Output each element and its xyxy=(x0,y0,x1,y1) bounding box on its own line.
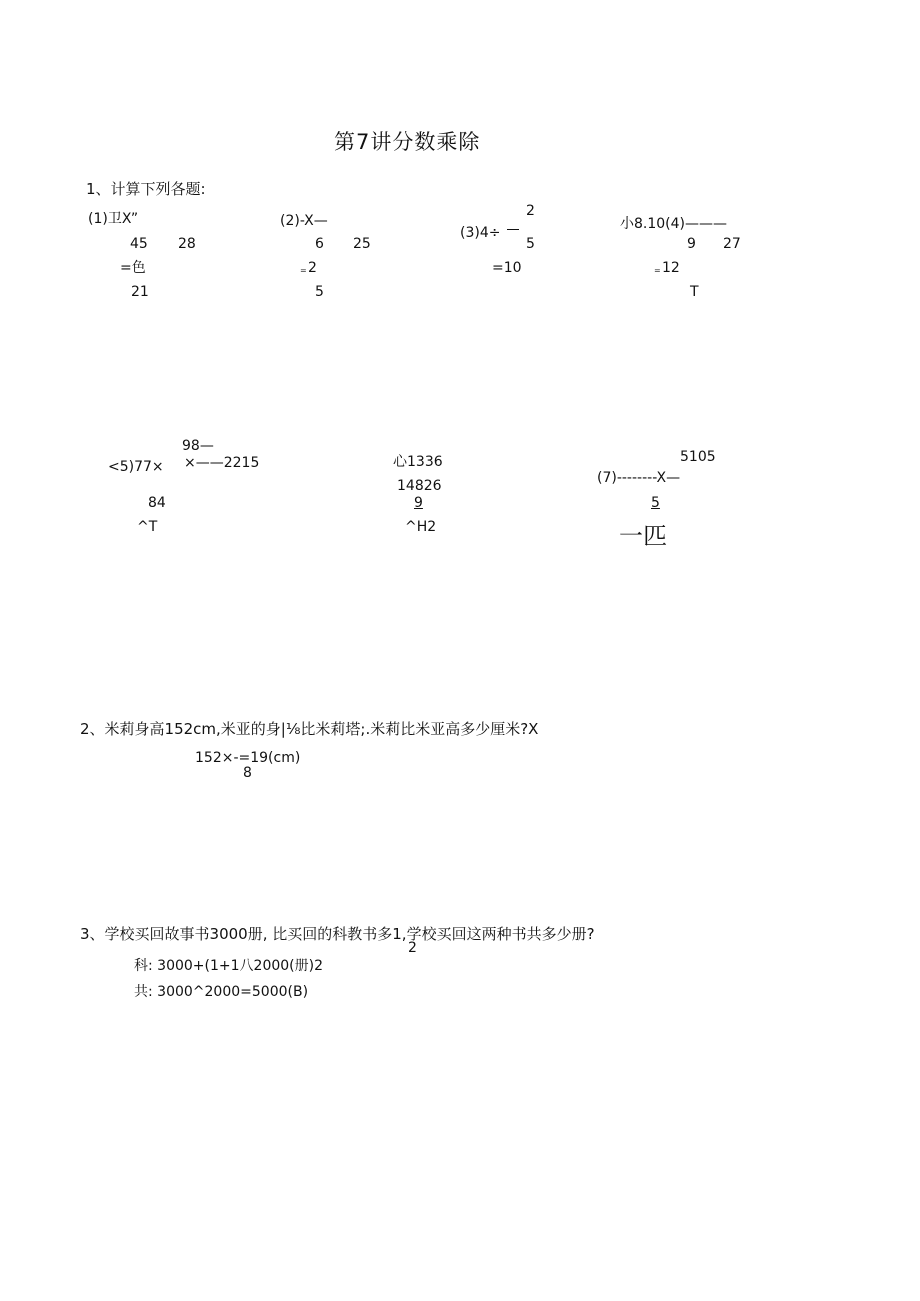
problem-7-top: 5105 xyxy=(680,449,716,465)
problem-2-eq: = xyxy=(300,266,307,275)
problem-1-result: =色 xyxy=(120,260,146,276)
section2-question: 2、米莉身高152cm,米亚的身|⅛比米莉塔;.米莉比米亚高多少厘米?X xyxy=(80,720,539,738)
problem-3-head-clip xyxy=(460,224,520,241)
section2-denominator: 8 xyxy=(243,765,252,781)
problem-1-num-a: 45 xyxy=(130,236,148,252)
problem-3-top: 2 xyxy=(526,203,535,219)
problem-7-num: 5 xyxy=(651,495,660,511)
section3-line-1: 科: 3000+(1+1八2000(册)2 xyxy=(134,958,323,974)
problem-6-head: 心1336 xyxy=(393,454,443,470)
problem-7-result: 一匹 xyxy=(619,522,667,550)
problem-1-num-b: 28 xyxy=(178,236,196,252)
problem-5-head: <5)77× xyxy=(108,459,164,475)
page-title: 第7讲分数乘除 xyxy=(334,130,481,154)
problem-5-mid: ×——2215 xyxy=(184,455,260,471)
section3-fraction-den: 2 xyxy=(408,940,417,956)
problem-2-num-b: 25 xyxy=(353,236,371,252)
problem-3-fraction-bar xyxy=(507,229,519,230)
problem-4-eq: = xyxy=(654,266,661,275)
problem-2-result-den: 5 xyxy=(315,284,324,300)
problem-5-num: 84 xyxy=(148,495,166,511)
problem-5-result: ^T xyxy=(137,519,158,535)
problem-6-result: ^H2 xyxy=(405,519,437,535)
section2-answer: 152×-=19(cm) xyxy=(195,750,301,766)
problem-4-num-b: 27 xyxy=(723,236,741,252)
problem-7-result-clip xyxy=(619,522,671,550)
problem-2-num-a: 6 xyxy=(315,236,324,252)
problem-2-head: (2)-X— xyxy=(280,213,328,229)
problem-6-num-b: 9 xyxy=(414,495,423,511)
problem-5-top: 98— xyxy=(182,438,214,454)
problem-4-result: 12 xyxy=(662,260,680,276)
problem-1-head: (1)卫X” xyxy=(88,211,139,227)
problem-3-num: 5 xyxy=(526,236,535,252)
problem-1-result-den: 21 xyxy=(131,284,149,300)
problem-3-result: =10 xyxy=(492,260,522,276)
section3-question: 3、学校买回故事书3000册, 比买回的科教书多1,学校买回这两种书共多少册? xyxy=(80,925,595,943)
problem-4-result-den: T xyxy=(690,284,699,300)
section3-line-2: 共: 3000^2000=5000(B) xyxy=(134,984,309,1000)
problem-4-head: 小8.10(4)——— xyxy=(620,216,728,232)
problem-2-result: 2 xyxy=(308,260,317,276)
problem-4-num-a: 9 xyxy=(687,236,696,252)
problem-6-num-a: 14826 xyxy=(397,478,442,494)
problem-7-head: (7)--------X— xyxy=(597,470,681,486)
section1-heading: 1、计算下列各题: xyxy=(86,180,206,198)
problem-5-top-clip xyxy=(182,440,222,453)
problem-3-head: (3)4÷ xyxy=(460,225,501,241)
